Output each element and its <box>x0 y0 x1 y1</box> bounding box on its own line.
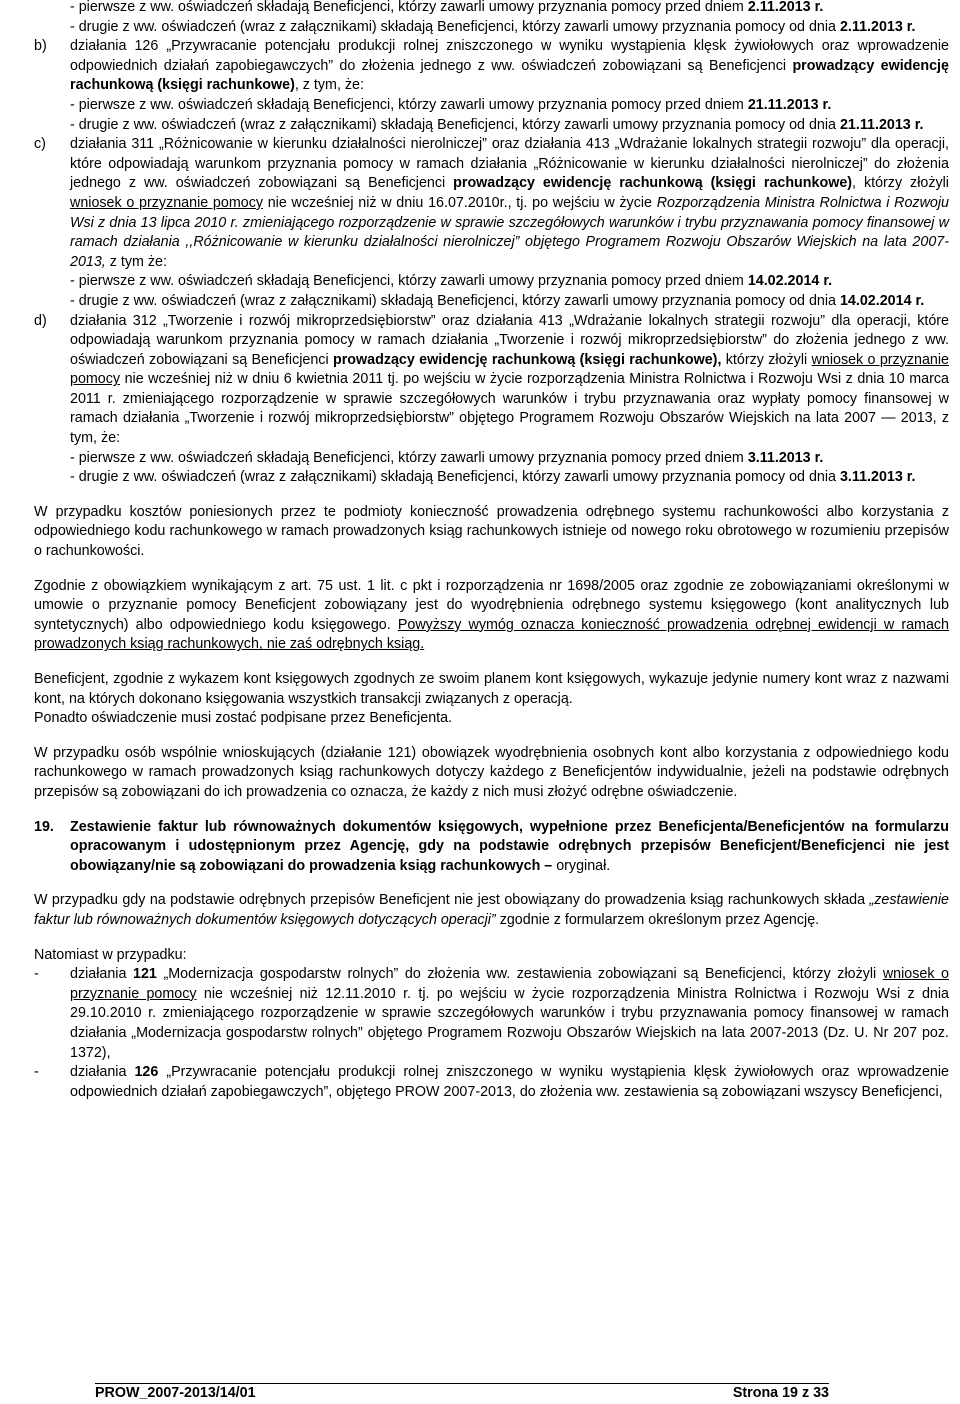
paragraph: Zgodnie z obowiązkiem wynikającym z art. 75 ust. 1 lit. c pkt i rozporządzenia nr 1698/2005 oraz zgodnie ze zobowiązaniami określonymi w umowie o przyznanie pomocy Beneficjent zobowiązany jest do wyodrębnienia odrębnego systemu księgowego (kont analitycznych lub syntetycznych) albo odpowiedniego kodu księgowego. Powyższy wymóg oznacza konieczność prowadzenia odrębnej ewidencji w ramach prowadzonych ksiąg rachunkowych, nie zaś odrębnych ksiąg. <box>34 577 950 653</box>
list-marker: - <box>34 1064 39 1081</box>
list-marker: d) <box>34 312 47 329</box>
underlined-term: wniosek o przyznanie pomocy <box>70 351 949 388</box>
list-item: - pierwsze z ww. oświadczeń składają Beneficjenci, którzy zawarli umowy przyznania pomocy przed dniem 3.11.2013 r. <box>70 449 824 466</box>
page-footer <box>95 1383 829 1404</box>
list-marker: b) <box>34 38 47 55</box>
list-item: - drugie z ww. oświadczeń (wraz z załącznikami) składają Beneficjenci, którzy zawarli umowy przyznania pomocy od dnia 3.11.2013 r. <box>70 469 916 486</box>
list-item: - drugie z ww. oświadczeń (wraz z załącznikami) składają Beneficjenci, którzy zawarli umowy przyznania pomocy od dnia 21.11.2013 r. <box>70 116 924 133</box>
paragraph: W przypadku kosztów poniesionych przez te podmioty konieczność prowadzenia odrębnego systemu rachunkowości albo korzystania z odpowiedniego kodu rachunkowego w ramach prowadzonych ksiąg rachunkowych istnieje od nowego roku obrotowego w rozumieniu przepisów o rachunkowości. <box>34 503 949 560</box>
list-item-c: c) działania 311 „Różnicowanie w kierunku działalności nierolniczej” oraz działania 413 „Wdrażanie lokalnych strategii rozwoju” dla operacji, które odpowiadają warunkom przyznania pomocy w ramach działania „Różnicowanie w kierunku działalności nierolniczej” do złożenia jednego z ww. oświadczeń zobowiązani są Beneficjenci prowadzący ewidencję rachunkową (księgi rachunkowe), którzy złożyli wniosek o przyznanie pomocy nie wcześniej niż w dniu 16.07.2010r., tj. po wejściu w życie Rozporządzenia Ministra Rolnictwa i Rozwoju Wsi z dnia 13 lipca 2010 r. zmieniającego rozporządzenie w sprawie szczegółowych warunków i trybu przyznawania pomocy finansowej w ramach działania ,,Różnicowanie w kierunku działalności nierolniczej” objętego Programem Rozwoju Obszarów Wiejskich na lata 2007-2013, z tym że: <box>34 135 949 272</box>
paragraph: W przypadku gdy na podstawie odrębnych przepisów Beneficjent nie jest obowiązany do prowadzenia ksiąg rachunkowych składa „zestawienie faktur lub równoważnych dokumentów księgowych dotyczących operacji” zgodnie z formularzem określonym przez Agencję. <box>34 892 949 928</box>
document-body <box>34 0 949 1102</box>
list-marker: - <box>34 966 39 983</box>
item-number: 19. <box>34 818 54 835</box>
list-item: - drugie z ww. oświadczeń (wraz z załącznikami) składają Beneficjenci, którzy zawarli umowy przyznania pomocy od dnia 2.11.2013 r. <box>70 18 916 35</box>
list-item-d: d) działania 312 „Tworzenie i rozwój mikroprzedsiębiorstw” oraz działania 413 „Wdrażanie lokalnych strategii rozwoju” dla operacji, które odpowiadają warunkom przyznania pomocy w ramach działania „Tworzenie i rozwój mikroprzedsiębiorstw” do złożenia jednego z ww. oświadczeń zobowiązani są Beneficjenci prowadzący ewidencję rachunkową (księgi rachunkowe), którzy złożyli wniosek o przyznanie pomocy nie wcześniej niż w dniu 6 kwietnia 2011 tj. po wejściu w życie rozporządzenia Ministra Rolnictwa i Rozwoju Wsi z dnia 10 marca 2011 r. zmieniającego rozporządzenie w sprawie szczegółowych warunków i trybu przyznawania oraz wypłaty pomocy finansowej w ramach działania „Tworzenie i rozwój mikroprzedsiębiorstw” objętego Programem Rozwoju Obszarów Wiejskich na lata 2007 — 2013, z tym, że: <box>34 312 949 449</box>
list-item: - pierwsze z ww. oświadczeń składają Beneficjenci, którzy zawarli umowy przyznania pomocy przed dniem 14.02.2014 r. <box>70 273 833 290</box>
dash-item-126: - działania 126 „Przywracanie potencjału produkcji rolnej zniszczonego w wyniku wystąpienia klęsk żywiołowych oraz wprowadzenie odpowiednich działań zapobiegawczych”, objętego PROW 2007-2013, do złożenia ww. zestawienia są zobowiązani wszyscy Beneficjenci, <box>34 1063 949 1102</box>
underlined-term: wniosek o przyznanie pomocy <box>70 966 949 1002</box>
list-item: - pierwsze z ww. oświadczeń składają Beneficjenci, którzy zawarli umowy przyznania pomocy przed dniem 21.11.2013 r. <box>70 96 832 113</box>
underlined-term: wniosek o przyznanie pomocy <box>70 194 263 211</box>
list-marker: c) <box>34 136 46 153</box>
list-item-b: b) działania 126 „Przywracanie potencjału produkcji rolnej zniszczonego w wyniku wystąpienia klęsk żywiołowych oraz wprowadzenie odpowiednich działań zapobiegawczych” do złożenia jednego z ww. oświadczeń zobowiązani są Beneficjenci prowadzący ewidencję rachunkową (księgi rachunkowe), z tym, że: <box>34 37 949 96</box>
paragraph: Ponadto oświadczenie musi zostać podpisane przez Beneficjenta. <box>34 710 453 727</box>
numbered-item-19: 19. Zestawienie faktur lub równoważnych dokumentów księgowych, wypełnione przez Beneficjenta/Beneficjentów na formularzu opracowanym i udostępnionym przez Agencję, gdy na podstawie odrębnych przepisów Beneficjent/Beneficjenci nie jest obowiązany/nie są zobowiązani do prowadzenia ksiąg rachunkowych – oryginał. <box>34 818 949 877</box>
dash-item-121: - działania 121 „Modernizacja gospodarstw rolnych” do złożenia ww. zestawienia zobowiązani są Beneficjenci, którzy złożyli wniosek o przyznanie pomocy nie wcześniej niż 12.11.2010 r. tj. po wejściu w życie rozporządzenia Ministra Rolnictwa i Rozwoju Wsi z dnia 29.10.2010 r. zmieniającego rozporządzenie w sprawie szczegółowych warunków i trybu przyznawania pomocy finansowej w ramach działania „Modernizacja gospodarstw rolnych” objętego Programem Rozwoju Obszarów Wiejskich na lata 2007-2013 (Dz. U. Nr 207 poz. 1372), <box>34 965 949 1063</box>
list-item: - pierwsze z ww. oświadczeń składają Beneficjenci, którzy zawarli umowy przyznania pomocy przed dniem 2.11.2013 r. <box>70 0 824 15</box>
page-number: Strona 19 z 33 <box>732 1385 829 1401</box>
list-item: - drugie z ww. oświadczeń (wraz z załącznikami) składają Beneficjenci, którzy zawarli umowy przyznania pomocy od dnia 14.02.2014 r. <box>70 292 925 309</box>
paragraph: Beneficjent, zgodnie z wykazem kont księgowych zgodnych ze swoim planem kont księgowych, wykazuje jedynie numery kont wraz z nazwami kont, na których dokonano księgowania wszystkich transakcji związanych z operacją. <box>34 671 949 707</box>
paragraph: W przypadku osób wspólnie wnioskujących (działanie 121) obowiązek wyodrębnienia osobnych kont albo korzystania z odpowiedniego kodu rachunkowego w ramach prowadzonych ksiąg rachunkowych dotyczy każdego z Beneficjentów indywidualnie, jeżeli na podstawie odrębnych przepisów są zobowiązani do ich prowadzenia co oznacza, że każdy z nich musi złożyć odrębne oświadczenie. <box>34 744 949 800</box>
document-code: PROW_2007-2013/14/01 <box>95 1385 256 1401</box>
paragraph: Natomiast w przypadku: <box>34 946 187 963</box>
